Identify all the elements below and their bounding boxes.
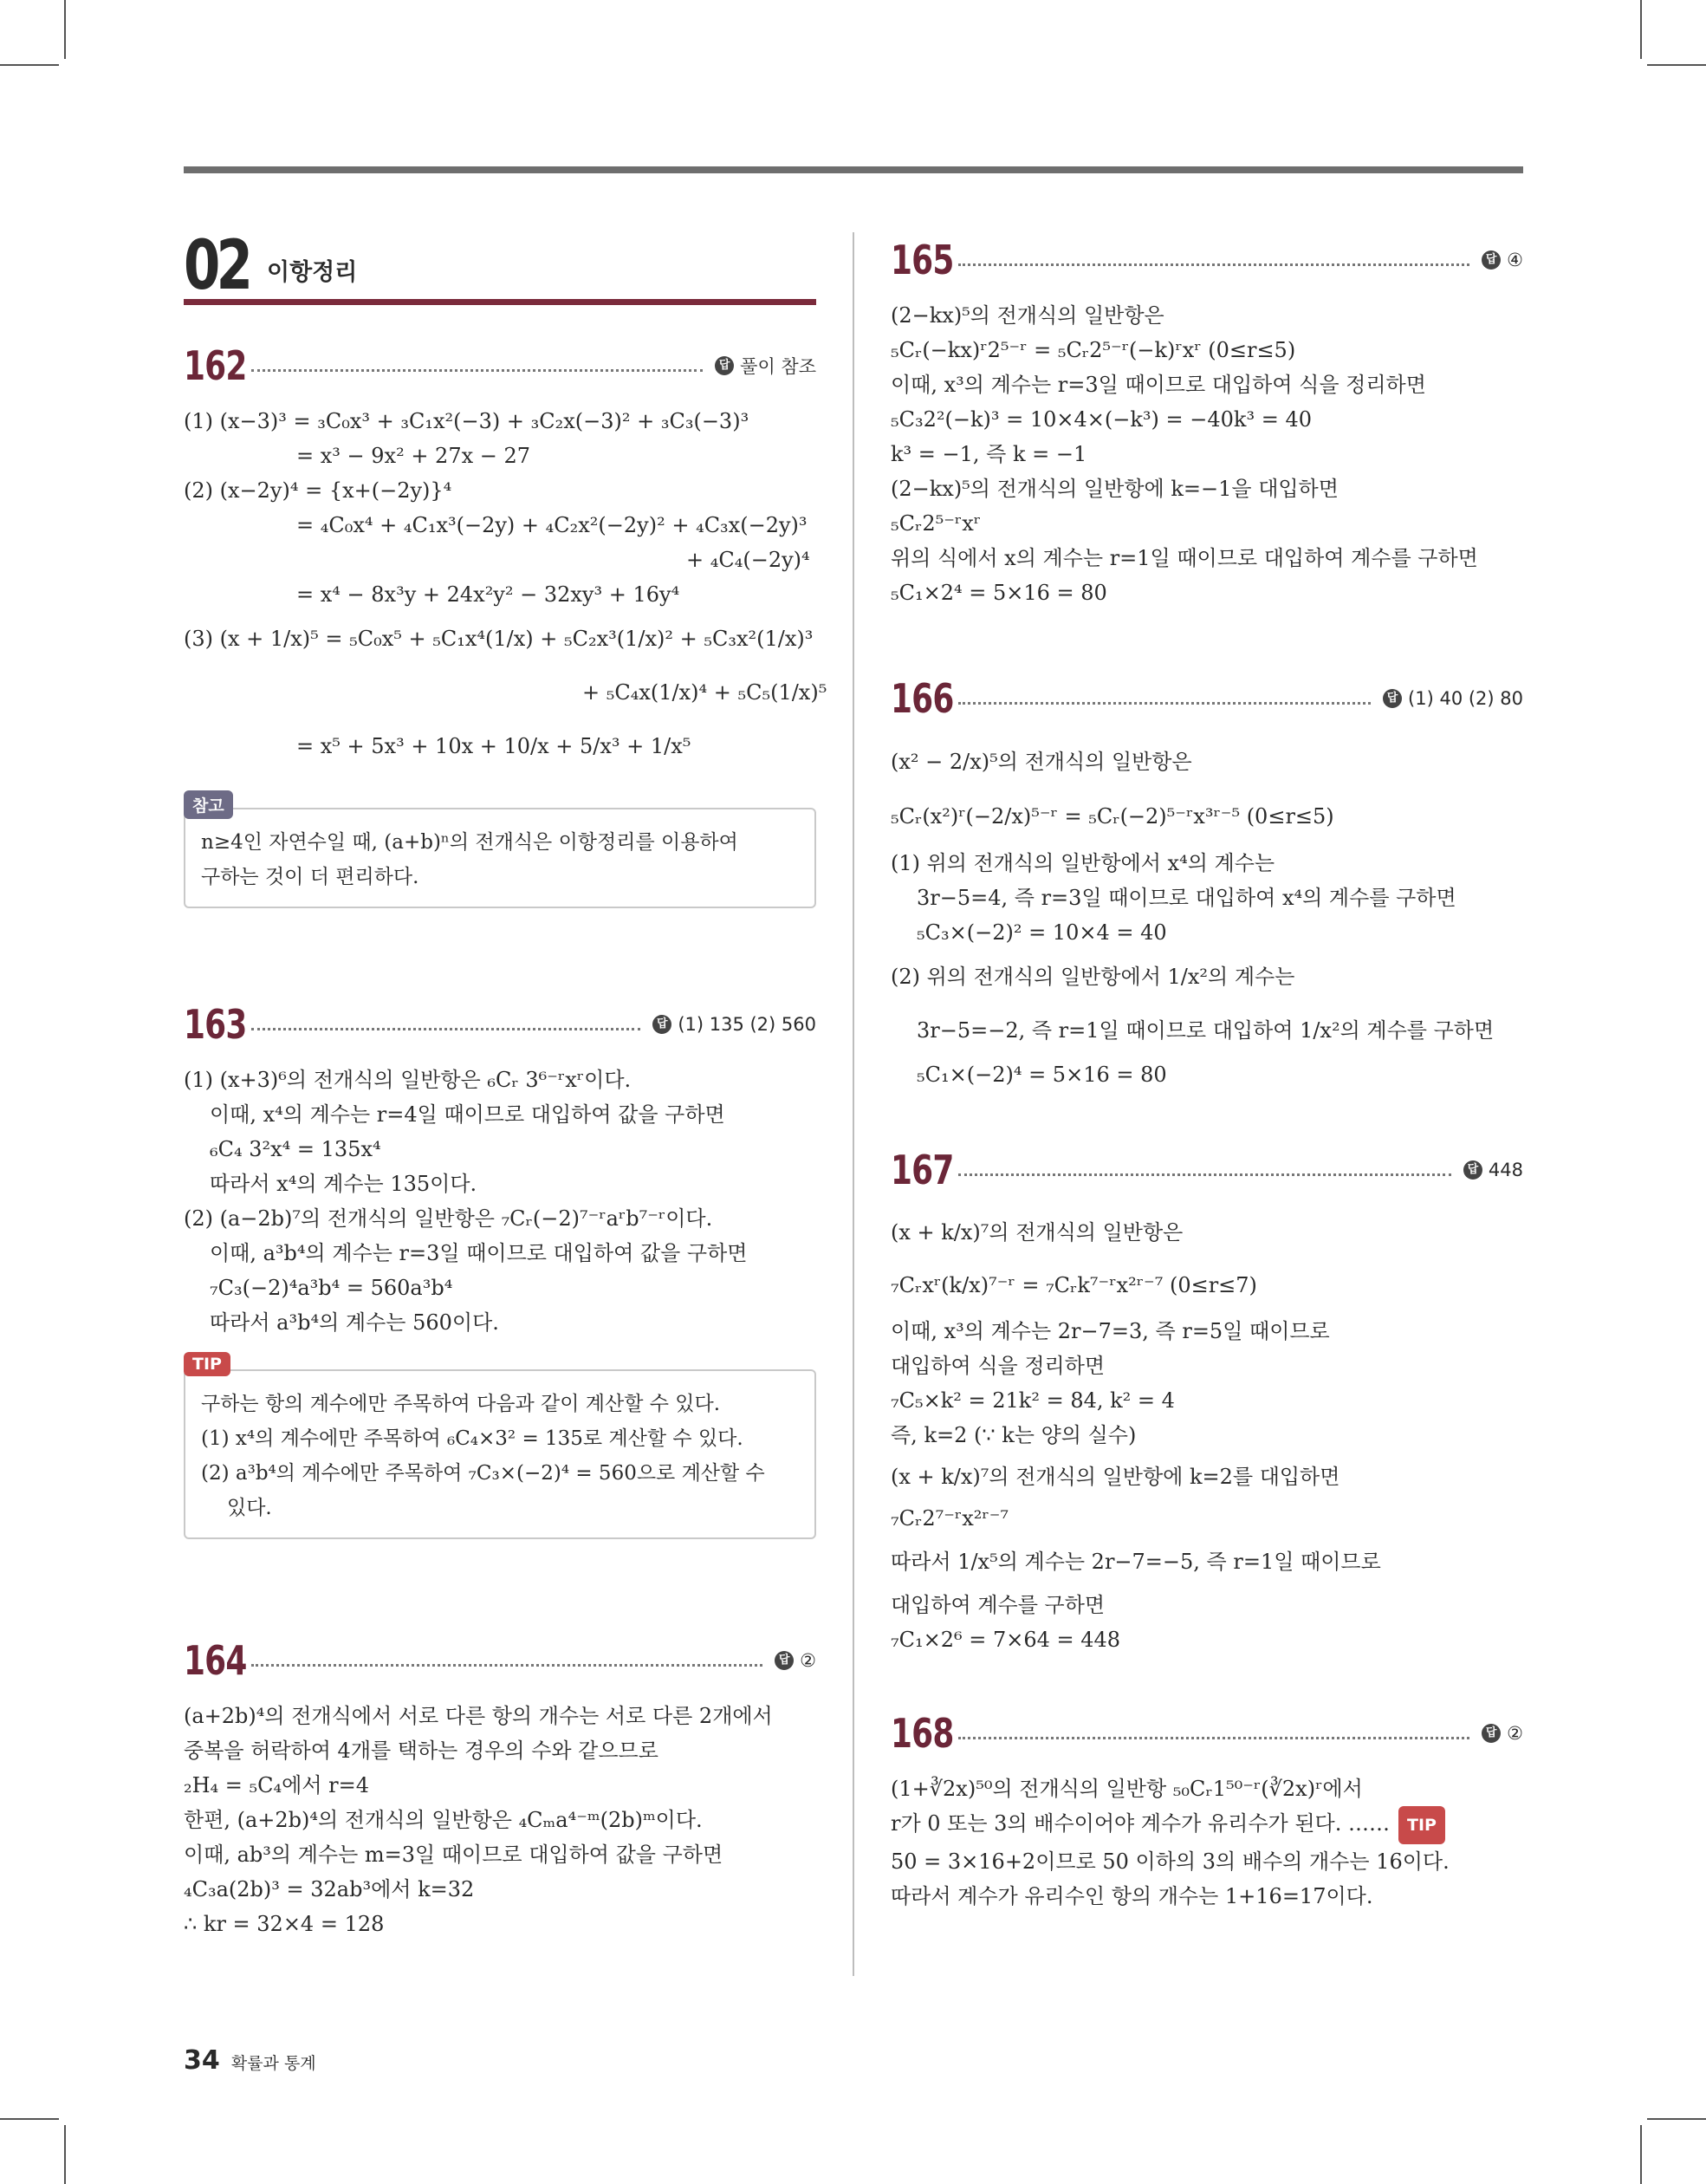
solution-line: ∴ kr = 32×4 = 128 xyxy=(184,1912,385,1936)
solution-line: 중복을 허락하여 4개를 택하는 경우의 수와 같으므로 xyxy=(184,1739,658,1763)
dotted-leader xyxy=(251,1664,762,1667)
solution-line: (1) (x+3)⁶의 전개식의 일반항은 ₆Cᵣ 3⁶⁻ʳxʳ이다. xyxy=(184,1068,632,1092)
dotted-leader xyxy=(958,1173,1451,1176)
crop-mark xyxy=(1640,0,1642,59)
problem-header xyxy=(184,998,816,1050)
note-line: 구하는 것이 더 편리하다. xyxy=(201,866,419,888)
answer-icon: 답 xyxy=(1463,1160,1482,1180)
solution-line: 대입하여 식을 정리하면 xyxy=(891,1354,1106,1378)
problem-number: 165 xyxy=(891,237,954,283)
solution-line: 이때, x³의 계수는 r=3일 때이므로 대입하여 식을 정리하면 xyxy=(891,373,1426,397)
note-box xyxy=(184,796,816,908)
tip-line: (1) x⁴의 계수에만 주목하여 ₆C₄×3² = 135로 계산할 수 있다. xyxy=(201,1427,743,1450)
chapter-header xyxy=(184,227,816,305)
tip-box xyxy=(184,1355,816,1539)
solution-line: 따라서 a³b⁴의 계수는 560이다. xyxy=(210,1310,499,1335)
answer-label xyxy=(1482,250,1523,270)
answer-text: (1) 135 (2) 560 xyxy=(678,1014,816,1035)
tip-line: 있다. xyxy=(227,1497,272,1519)
problem-163 xyxy=(184,998,816,1539)
tip-tag: TIP xyxy=(1398,1806,1445,1844)
solution-line: (2) (x−2y)⁴ = {x+(−2y)}⁴ xyxy=(184,478,452,503)
solution-line: + ₄C₄(−2y)⁴ xyxy=(686,548,810,572)
answer-icon: 답 xyxy=(775,1651,794,1670)
problem-header xyxy=(184,340,816,392)
problem-166 xyxy=(891,673,1523,1092)
solution-line: ₅C₃×(−2)² = 10×4 = 40 xyxy=(917,920,1167,945)
dotted-leader xyxy=(958,702,1371,705)
answer-label xyxy=(1482,1723,1523,1744)
solution-line: (2−kx)⁵의 전개식의 일반항은 xyxy=(891,303,1164,328)
solution-line: (3) (x + 1/x)⁵ = ₅C₀x⁵ + ₅C₁x⁴(1/x) + ₅C₂x³(1/x)² + ₅C₃x²(1/x)³ xyxy=(184,627,814,651)
solution-line: ₇C₅×k² = 21k² = 84, k² = 4 xyxy=(891,1388,1175,1413)
crop-mark xyxy=(0,2118,59,2120)
solution-line-tip xyxy=(891,1806,1523,1844)
solution-line: 따라서 계수가 유리수인 항의 개수는 1+16=17이다. xyxy=(891,1884,1373,1908)
solution-line: r가 0 또는 3의 배수이어야 계수가 유리수가 된다. …… xyxy=(891,1811,1390,1836)
answer-text: (1) 40 (2) 80 xyxy=(1408,688,1523,709)
solution-line: (a+2b)⁴의 전개식에서 서로 다른 항의 개수는 서로 다른 2개에서 xyxy=(184,1704,773,1728)
problem-header xyxy=(184,1635,816,1687)
solution-line: (2) 위의 전개식의 일반항에서 1/x²의 계수는 xyxy=(891,965,1295,989)
dotted-leader xyxy=(251,369,703,372)
problem-number: 168 xyxy=(891,1710,954,1757)
problem-header xyxy=(891,673,1523,725)
book-title: 확률과 통계 xyxy=(230,2054,316,2073)
answer-label xyxy=(715,353,816,379)
solution-line: ₅C₃2²(−k)³ = 10×4×(−k³) = −40k³ = 40 xyxy=(891,407,1312,432)
answer-text: 풀이 참조 xyxy=(740,356,816,377)
solution-line: + ₅C₄x(1/x)⁴ + ₅C₅(1/x)⁵ xyxy=(582,680,827,705)
page-number: 34 xyxy=(184,2045,220,2076)
solution-line: ₅Cᵣ(x²)ʳ(−2/x)⁵⁻ʳ = ₅Cᵣ(−2)⁵⁻ʳx³ʳ⁻⁵ (0≤r≤5) xyxy=(891,804,1334,829)
solution-line: ₅C₁×(−2)⁴ = 5×16 = 80 xyxy=(917,1063,1167,1087)
answer-text: ② xyxy=(800,1650,816,1671)
solution-line: (2) (a−2b)⁷의 전개식의 일반항은 ₇Cᵣ(−2)⁷⁻ʳaʳb⁷⁻ʳ이다. xyxy=(184,1206,713,1231)
solution-line: (1) (x−3)³ = ₃C₀x³ + ₃C₁x²(−3) + ₃C₂x(−3)² + ₃C₃(−3)³ xyxy=(184,409,749,433)
answer-label xyxy=(1463,1160,1523,1180)
chapter-title: 이항정리 xyxy=(267,259,358,286)
crop-mark xyxy=(0,64,59,66)
crop-mark xyxy=(1640,2125,1642,2184)
column-divider xyxy=(853,232,854,1976)
answer-icon: 답 xyxy=(1383,689,1402,708)
problem-header xyxy=(891,1707,1523,1759)
tip-line: 구하는 항의 계수에만 주목하여 다음과 같이 계산할 수 있다. xyxy=(201,1393,721,1415)
answer-text: ② xyxy=(1507,1723,1523,1744)
answer-label xyxy=(1383,688,1523,709)
solution-line: ₇Cᵣ2⁷⁻ʳx²ʳ⁻⁷ xyxy=(891,1506,1009,1531)
solution-line: ₅Cᵣ2⁵⁻ʳxʳ xyxy=(891,511,982,536)
problem-header xyxy=(891,1144,1523,1196)
note-line: n≥4인 자연수일 때, (a+b)ⁿ의 전개식은 이항정리를 이용하여 xyxy=(201,831,738,854)
solution-line: 이때, x³의 계수는 2r−7=3, 즉 r=5일 때이므로 xyxy=(891,1319,1330,1343)
solution-line: (1+∛2x)⁵⁰의 전개식의 일반항 ₅₀Cᵣ1⁵⁰⁻ʳ(∛2x)ʳ에서 xyxy=(891,1777,1363,1801)
problem-167 xyxy=(891,1144,1523,1657)
solution-line: k³ = −1, 즉 k = −1 xyxy=(891,442,1087,466)
solution-line: ₅C₁×2⁴ = 5×16 = 80 xyxy=(891,581,1107,605)
solution-line: ₂H₄ = ₅C₄에서 r=4 xyxy=(184,1773,369,1797)
answer-text: ④ xyxy=(1507,250,1523,270)
answer-icon: 답 xyxy=(715,356,734,375)
solution-line: 따라서 x⁴의 계수는 135이다. xyxy=(210,1172,477,1196)
solution-line: 3r−5=4, 즉 r=3일 때이므로 대입하여 x⁴의 계수를 구하면 xyxy=(917,886,1456,910)
crop-mark xyxy=(1647,2118,1706,2120)
answer-text: 448 xyxy=(1488,1160,1523,1180)
tip-tag: TIP xyxy=(184,1352,230,1376)
answer-icon: 답 xyxy=(1482,250,1501,270)
dotted-leader xyxy=(958,1737,1469,1739)
solution-line: 즉, k=2 (∵ k는 양의 실수) xyxy=(891,1423,1137,1447)
answer-label xyxy=(775,1650,816,1671)
problem-number: 166 xyxy=(891,675,954,722)
solution-line: ₇Cᵣxʳ(k/x)⁷⁻ʳ = ₇Cᵣk⁷⁻ʳx²ʳ⁻⁷ (0≤r≤7) xyxy=(891,1273,1257,1297)
answer-label xyxy=(652,1014,816,1035)
solution-line: ₄C₃a(2b)³ = 32ab³에서 k=32 xyxy=(184,1877,475,1901)
solution-line: (1) 위의 전개식의 일반항에서 x⁴의 계수는 xyxy=(891,851,1275,875)
solution-line: (x² − 2/x)⁵의 전개식의 일반항은 xyxy=(891,750,1192,774)
solution-line: 이때, a³b⁴의 계수는 r=3일 때이므로 대입하여 값을 구하면 xyxy=(210,1241,748,1265)
solution-line: (2−kx)⁵의 전개식의 일반항에 k=−1을 대입하면 xyxy=(891,477,1339,501)
crop-mark xyxy=(64,0,66,59)
solution-line: 한편, (a+2b)⁴의 전개식의 일반항은 ₄Cₘa⁴⁻ᵐ(2b)ᵐ이다. xyxy=(184,1808,703,1832)
answer-icon: 답 xyxy=(1482,1724,1501,1743)
problem-165 xyxy=(891,234,1523,610)
solution-line: ₅Cᵣ(−kx)ʳ2⁵⁻ʳ = ₅Cᵣ2⁵⁻ʳ(−k)ʳxʳ (0≤r≤5) xyxy=(891,338,1296,362)
solution-line: (x + k/x)⁷의 전개식의 일반항에 k=2를 대입하면 xyxy=(891,1465,1340,1489)
solution-line: 이때, ab³의 계수는 m=3일 때이므로 대입하여 값을 구하면 xyxy=(184,1843,723,1867)
solution-line: = x³ − 9x² + 27x − 27 xyxy=(296,444,531,468)
solution-line: 위의 식에서 x의 계수는 r=1일 때이므로 대입하여 계수를 구하면 xyxy=(891,546,1478,570)
note-tag: 참고 xyxy=(184,790,233,819)
solution-line: ₆C₄ 3²x⁴ = 135x⁴ xyxy=(210,1137,381,1161)
top-rule xyxy=(184,166,1523,173)
crop-mark xyxy=(1647,64,1706,66)
dotted-leader xyxy=(958,263,1469,266)
solution-line: 대입하여 계수를 구하면 xyxy=(891,1593,1106,1617)
dotted-leader xyxy=(251,1028,640,1030)
solution-line: = x⁵ + 5x³ + 10x + 10/x + 5/x³ + 1/x⁵ xyxy=(296,734,691,758)
problem-162 xyxy=(184,340,827,908)
solution-line: (x + k/x)⁷의 전개식의 일반항은 xyxy=(891,1220,1184,1245)
page-footer xyxy=(184,2045,316,2076)
solution-line: = ₄C₀x⁴ + ₄C₁x³(−2y) + ₄C₂x²(−2y)² + ₄C₃x(−2y)³ xyxy=(296,513,808,537)
problem-number: 163 xyxy=(184,1001,247,1048)
problem-number: 167 xyxy=(891,1147,954,1193)
solution-line: = x⁴ − 8x³y + 24x²y² − 32xy³ + 16y⁴ xyxy=(296,582,680,607)
solution-line: 50 = 3×16+2이므로 50 이하의 3의 배수의 개수는 16이다. xyxy=(891,1849,1450,1874)
right-column xyxy=(891,234,1523,1914)
solution-line: ₇C₃(−2)⁴a³b⁴ = 560a³b⁴ xyxy=(210,1276,453,1300)
solution-line: ₇C₁×2⁶ = 7×64 = 448 xyxy=(891,1628,1121,1652)
chapter-number: 02 xyxy=(184,227,250,305)
answer-icon: 답 xyxy=(652,1015,671,1034)
problem-number: 162 xyxy=(184,342,247,389)
solution-line: 3r−5=−2, 즉 r=1일 때이므로 대입하여 1/x²의 계수를 구하면 xyxy=(917,1018,1495,1043)
problem-number: 164 xyxy=(184,1637,247,1684)
tip-line: (2) a³b⁴의 계수에만 주목하여 ₇C₃×(−2)⁴ = 560으로 계산할 수 xyxy=(201,1462,765,1485)
solution-line: 따라서 1/x⁵의 계수는 2r−7=−5, 즉 r=1일 때이므로 xyxy=(891,1550,1381,1574)
solution-line: 이때, x⁴의 계수는 r=4일 때이므로 대입하여 값을 구하면 xyxy=(210,1102,725,1127)
problem-164 xyxy=(184,1635,816,1941)
problem-header xyxy=(891,234,1523,286)
left-column xyxy=(184,227,827,1941)
crop-mark xyxy=(64,2125,66,2184)
problem-168 xyxy=(891,1707,1523,1914)
